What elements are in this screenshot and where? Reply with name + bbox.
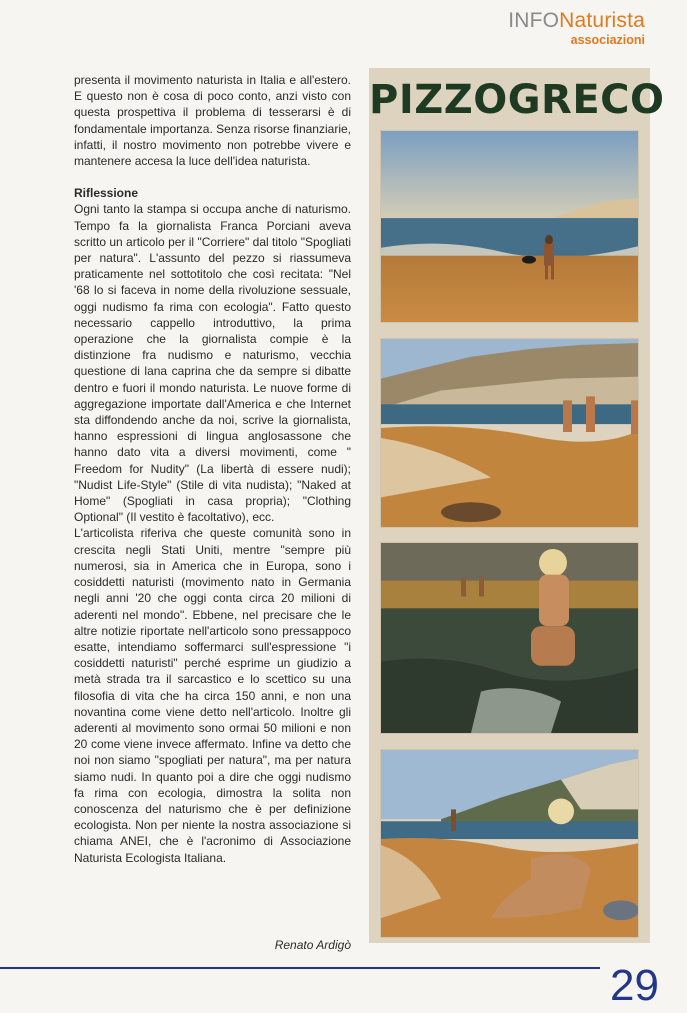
article-intro: presenta il movimento naturista in Italia e all'estero. E questo non è cosa di poco conto, anzi visto con questa prospettiva il problema di tesserarsi è di fondamentale importanza. Senza risorse finanziarie, infatti, il nostro movimento non potrebbe vivere e mantenere accesa la luce dell'idea naturista.	[74, 73, 351, 169]
page-header	[508, 10, 645, 47]
beach-photo-2	[380, 338, 639, 528]
article-paragraph-1: Ogni tanto la stampa si occupa anche di naturismo. Tempo fa la giornalista Franca Porciani aveva scritto un articolo per il "Corriere" dal titolo "Spogliati per natura". L'assunto del pezzo si riassumeva praticamente nel sottotitolo che così recitata: "Nel '68 lo si faceva in nome della rivoluzione sessuale, oggi nudismo fa rima con ecologia". Fatto questo necessario cappello introduttivo, la prima operazione che la giornalista compie è la distinzione fra nudismo e naturismo, vecchia questione di lana caprina che da sempre si dibatte dentro e fuori il mondo naturista. Le nuove forme di aggregazione importate dall'America e che Internet sta diffondendo anche da noi, scrive la giornalista, hanno espressioni di lingua anglosassone che hanno dato vita a diversi movimenti, come " Freedom for Nudity" (La libertà di essere nudi); "Nudist Life-Style" (Stile di vita nudista); "Naked at Home" (Spogliati in casa propria); "Clothing Optional" (Il vestito è facoltativo), ecc.	[74, 202, 351, 525]
article-author: Renato Ardigò	[274, 938, 351, 952]
beach-photo-3-image	[381, 543, 639, 733]
beach-photo-1	[380, 130, 639, 323]
beach-photo-4	[380, 749, 639, 938]
beach-photo-1-image	[381, 131, 639, 322]
beach-photo-2-image	[381, 339, 639, 527]
brand-info: INFO	[508, 9, 560, 32]
beach-photo-4-image	[381, 750, 639, 937]
brand-naturista: Naturista	[559, 9, 645, 32]
article-column	[74, 72, 351, 866]
magazine-brand	[508, 10, 645, 32]
page-number: 29	[610, 961, 659, 1010]
section-label: associazioni	[570, 33, 645, 47]
article-subheading: Riflessione	[74, 186, 139, 201]
footer-rule	[0, 967, 600, 969]
photo-panel	[369, 68, 665, 943]
panel-title: PIZZOGRECO	[369, 77, 665, 123]
beach-photo-3	[380, 542, 639, 734]
article-paragraph-2: L'articolista riferiva che queste comunità sono in crescita negli Stati Uniti, mentre "sempre più numerosi, sia in America che in Europa, sono i cosiddetti naturisti (movimento nato in Germania negli anni '20 che oggi conta circa 20 milioni di aderenti nel mondo". Ebbene, nel precisare che le altre notizie riportate nell'articolo sono pressappoco esatte, intendiamo soffermarci sull'espressione "i cosiddetti naturisti" perché esprime un giudizio a metà strada tra il sarcastico e lo scettico su una filosofia di vita che ha circa 150 anni, e non una novantina come viene detto nell'articolo. Inoltre gli aderenti al movimento sono ormai 50 milioni e non 20 come viene invece affermato. Infine va detto che noi non siamo "spogliati per natura", ma per natura siamo nudi. In quanto poi a dire che oggi nudismo fa rima con ecologia, dimostra la solita non conoscenza del naturismo che è per definizione ecologista. Non per niente la nostra associazione si chiama ANEI, che è l'acronimo di Associazione Naturista Ecologista Italiana.	[74, 526, 351, 865]
